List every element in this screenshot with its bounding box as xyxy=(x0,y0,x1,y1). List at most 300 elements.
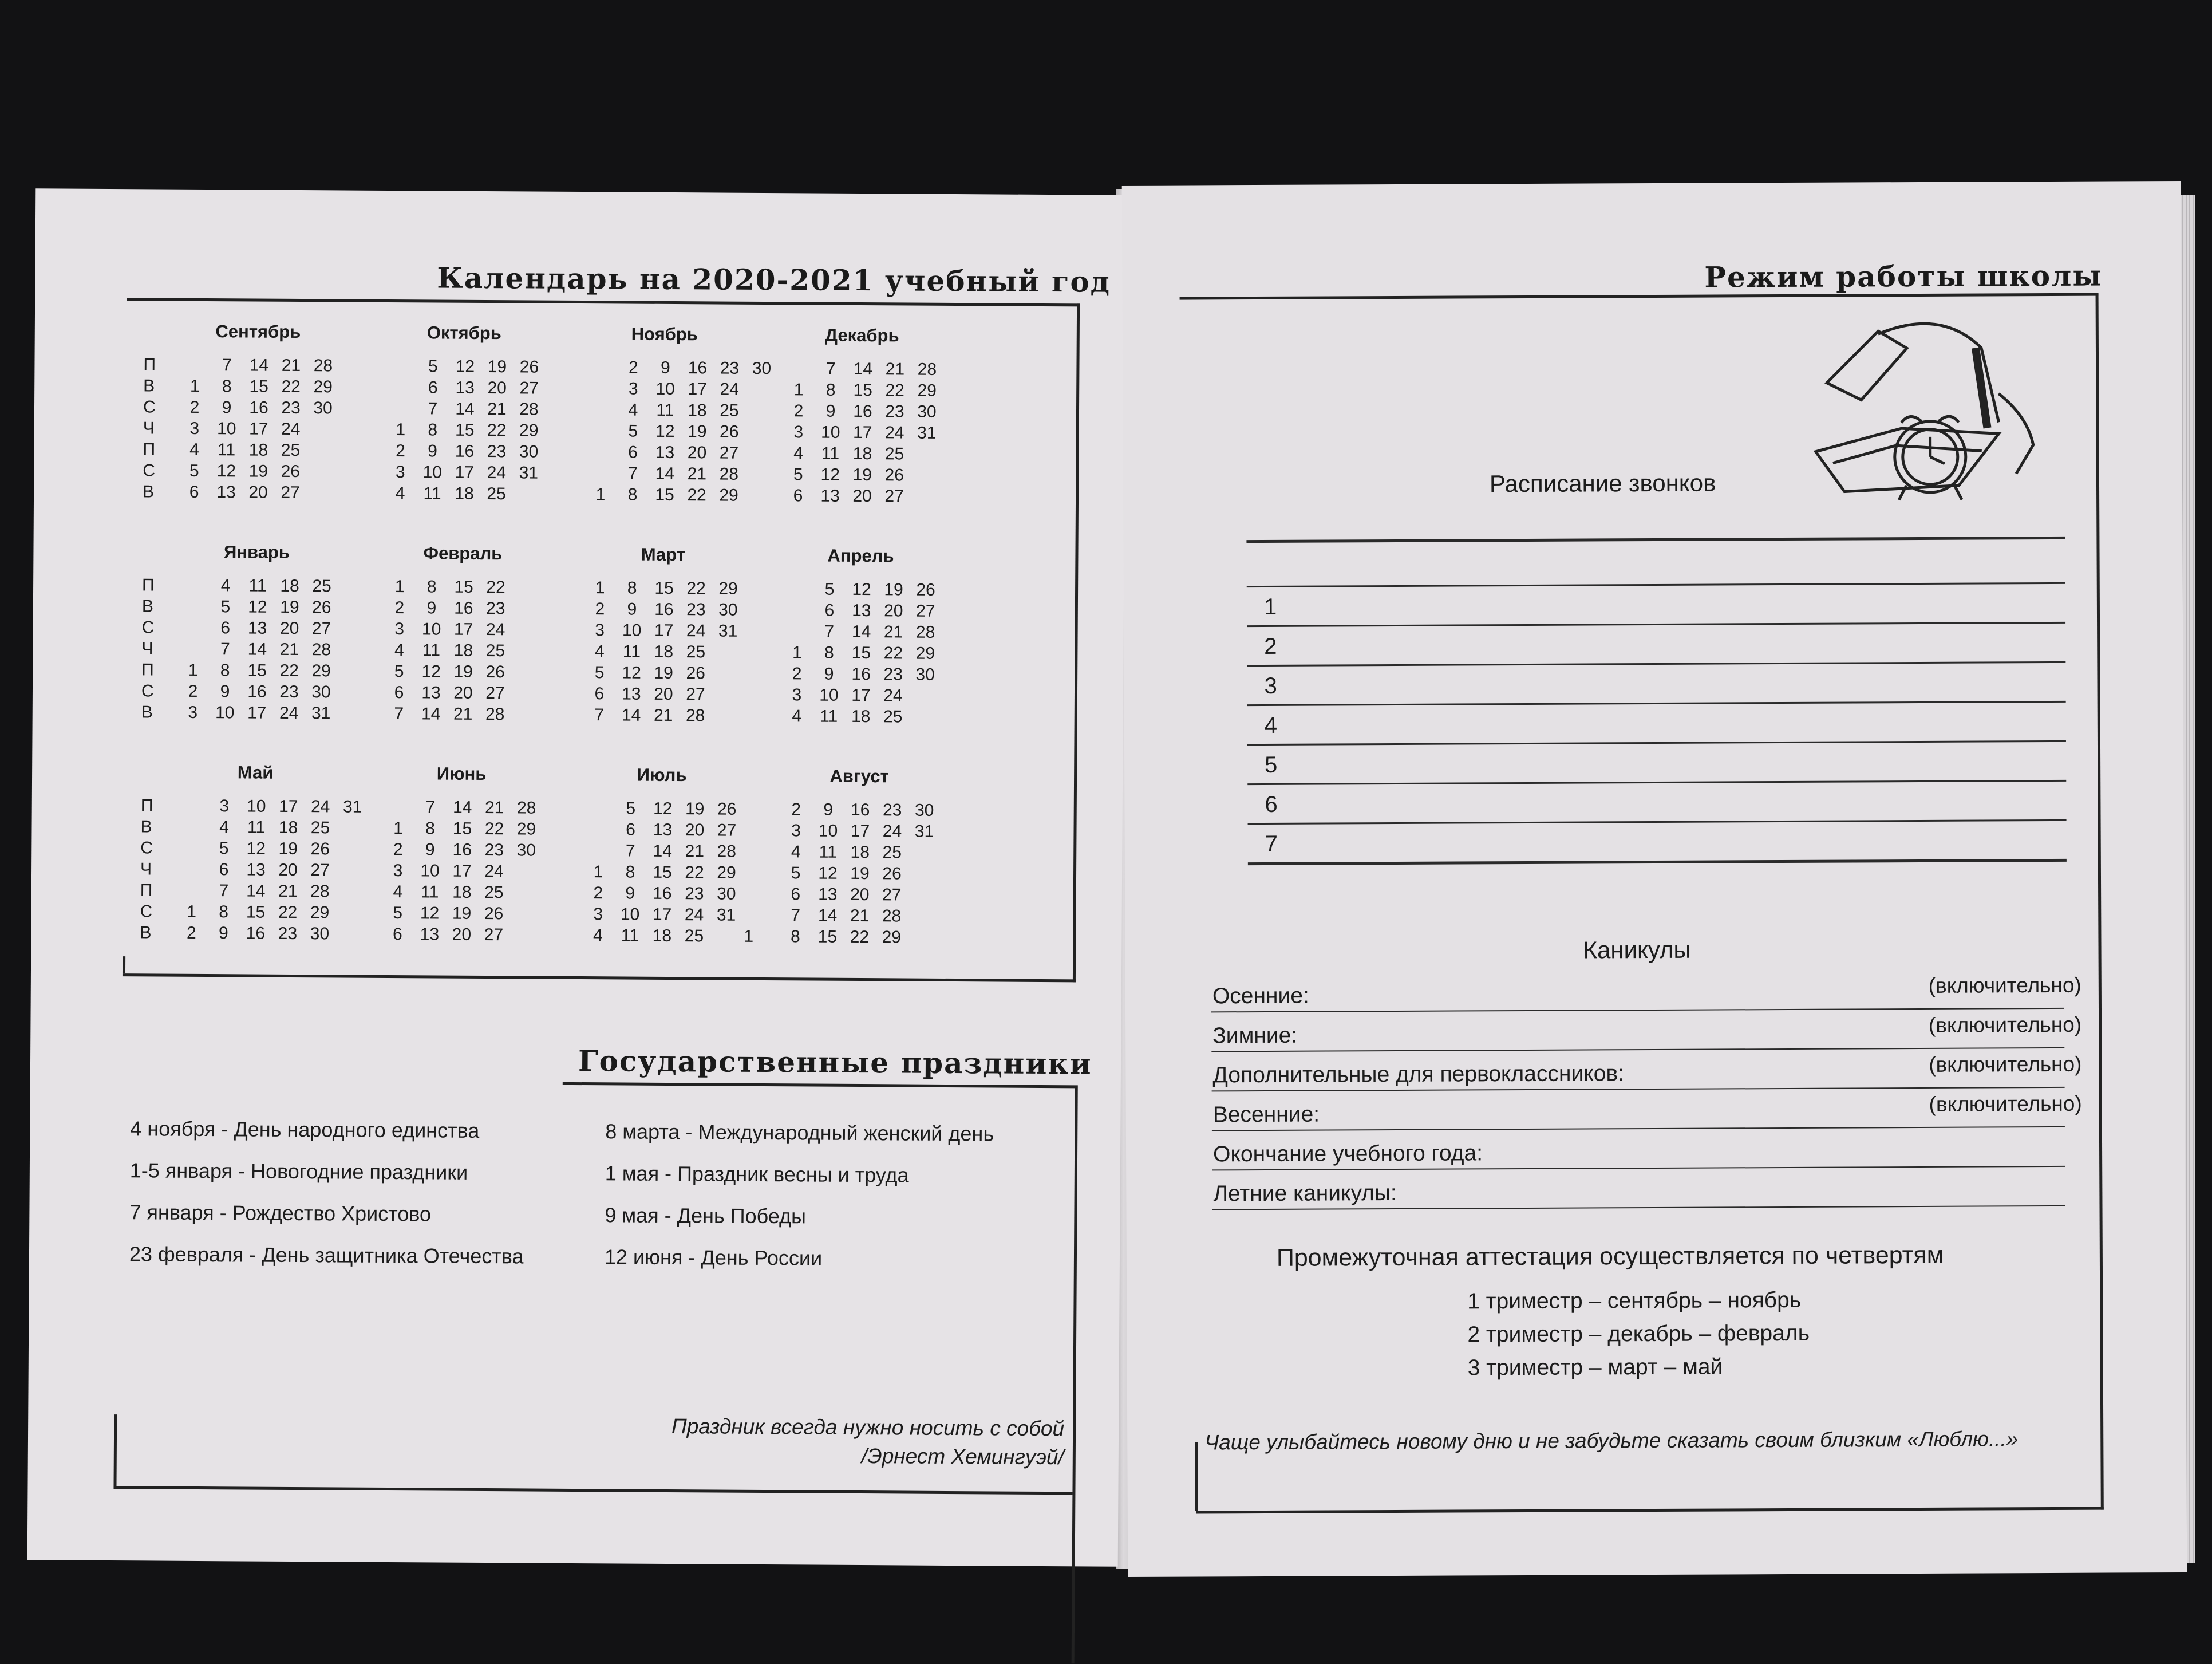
day-cell: 18 xyxy=(647,642,680,661)
day-cell: 22 xyxy=(480,577,512,597)
day-cell: 29 xyxy=(304,903,336,922)
week-row xyxy=(746,621,992,644)
week-row xyxy=(747,379,993,402)
day-cell: 27 xyxy=(680,685,712,704)
day-cell: 14 xyxy=(447,798,479,817)
day-cell: 22 xyxy=(481,420,513,440)
day-cell: 2 xyxy=(179,397,211,417)
day-cell: 23 xyxy=(480,598,512,618)
day-cell: 29 xyxy=(307,377,339,397)
day-cell: 21 xyxy=(481,399,513,419)
weekday-label: В xyxy=(141,703,177,722)
day-cell: 27 xyxy=(513,378,545,398)
day-cell: 6 xyxy=(583,684,615,704)
week-row xyxy=(745,663,992,686)
day-cell: 6 xyxy=(208,860,240,880)
quote-author: /Эрнест Хемингуэй/ xyxy=(672,1441,1064,1472)
day-cell: 14 xyxy=(646,841,678,861)
weekday-label: Ч xyxy=(141,639,177,658)
day-cell: 4 xyxy=(210,576,242,596)
day-cell: 6 xyxy=(381,924,413,944)
day-cell: 23 xyxy=(876,801,908,820)
day-cell: 13 xyxy=(812,885,844,904)
day-cell: 27 xyxy=(304,861,336,880)
day-cell: 18 xyxy=(681,401,713,420)
day-cell: 12 xyxy=(649,421,681,441)
weekday-label: П xyxy=(140,881,176,900)
month-name: Март xyxy=(531,544,795,566)
day-cell: 14 xyxy=(847,359,879,378)
day-cell: 1 xyxy=(582,862,614,882)
day-cell: 12 xyxy=(210,462,242,481)
day-cell: 24 xyxy=(273,703,305,723)
day-cell: 31 xyxy=(337,797,369,817)
day-cell: 30 xyxy=(303,924,335,944)
bell-row-number: 2 xyxy=(1264,634,1277,660)
day-cell: 30 xyxy=(911,402,943,421)
bells-table xyxy=(1122,181,2181,186)
day-cell: 1 xyxy=(781,643,813,663)
day-cell: 15 xyxy=(448,577,480,597)
day-cell: 22 xyxy=(843,927,875,947)
day-cell: 8 xyxy=(616,578,648,598)
day-cell: 9 xyxy=(416,441,448,461)
day-cell: 13 xyxy=(415,683,447,703)
day-cell: 22 xyxy=(275,377,307,396)
day-cell: 15 xyxy=(648,578,680,598)
day-cell: 10 xyxy=(240,796,272,816)
day-cell: 25 xyxy=(304,818,336,838)
day-cell: 21 xyxy=(447,704,479,724)
vacation-label: Весенние: xyxy=(1213,1102,1320,1128)
day-cell: 2 xyxy=(177,681,209,701)
trimester-item: 1 триместр – сентябрь – ноябрь xyxy=(1467,1288,1801,1315)
day-cell: 26 xyxy=(274,462,306,481)
day-cell: 5 xyxy=(178,461,210,480)
day-cell: 15 xyxy=(847,380,879,400)
vacation-inclusive-note: (включительно) xyxy=(1929,1013,2081,1038)
day-cell: 2 xyxy=(382,839,414,859)
day-cell: 4 xyxy=(383,640,415,660)
day-cell: 26 xyxy=(878,466,910,485)
vacation-label: Зимние: xyxy=(1212,1023,1297,1049)
weekday-label: 1 xyxy=(744,926,779,946)
day-cell: 26 xyxy=(478,904,510,923)
day-cell: 20 xyxy=(481,378,513,397)
month-name: Декабрь xyxy=(730,325,994,347)
day-cell: 20 xyxy=(447,683,479,703)
day-cell: 4 xyxy=(583,642,615,661)
day-cell: 6 xyxy=(417,378,449,397)
day-cell: 7 xyxy=(208,881,240,901)
school-mode-frame-corner xyxy=(1195,1442,1198,1511)
day-cell: 7 xyxy=(211,356,243,375)
day-cell: 31 xyxy=(712,621,744,641)
calendar-grid xyxy=(35,188,1126,195)
day-cell: 3 xyxy=(384,619,416,638)
day-cell: 11 xyxy=(814,444,846,463)
day-cell: 11 xyxy=(649,400,681,420)
week-row xyxy=(746,485,993,508)
day-cell: 22 xyxy=(681,486,713,505)
day-cell: 20 xyxy=(844,885,876,904)
day-cell: 11 xyxy=(210,440,242,460)
week-row xyxy=(747,400,993,423)
day-cell: 22 xyxy=(478,819,510,838)
day-cell: 9 xyxy=(815,401,847,421)
day-cell: 25 xyxy=(678,926,710,946)
trimesters-list xyxy=(1122,181,2181,186)
day-cell: 17 xyxy=(272,796,305,816)
day-cell: 21 xyxy=(275,356,307,375)
day-cell: 4 xyxy=(781,707,813,726)
school-mode-title: Режим работы школы xyxy=(1697,259,2109,294)
bell-row-number: 5 xyxy=(1265,752,1277,778)
day-cell: 4 xyxy=(178,440,210,459)
day-cell: 27 xyxy=(713,443,745,463)
day-cell: 6 xyxy=(178,482,210,502)
attestation-title: Промежуточная аттестация осуществляется по четвертям xyxy=(1277,1241,1944,1272)
week-row xyxy=(744,926,990,949)
week-row xyxy=(746,464,993,487)
week-row xyxy=(746,443,993,466)
day-cell: 22 xyxy=(680,579,712,598)
day-cell: 17 xyxy=(241,703,273,723)
day-cell: 17 xyxy=(847,423,879,442)
holiday-item: 7 января - Рождество Христово xyxy=(129,1200,431,1226)
day-cell: 8 xyxy=(813,643,845,663)
holiday-item: 9 мая - День Победы xyxy=(605,1203,806,1228)
day-cell: 30 xyxy=(305,683,337,702)
day-cell: 21 xyxy=(878,622,910,642)
day-cell: 11 xyxy=(414,882,446,902)
weekday-label: С xyxy=(143,397,179,417)
day-cell: 1 xyxy=(584,578,616,598)
day-cell: 13 xyxy=(615,684,647,704)
day-cell: 12 xyxy=(615,663,647,683)
day-cell: 5 xyxy=(782,465,814,484)
day-cell: 13 xyxy=(413,925,445,944)
day-cell: 12 xyxy=(449,357,481,376)
day-cell: 25 xyxy=(680,642,712,662)
day-cell: 28 xyxy=(680,706,712,725)
day-cell: 19 xyxy=(844,863,876,883)
month-name: Июль xyxy=(530,764,793,786)
bell-row-number: 7 xyxy=(1265,831,1278,857)
day-cell: 19 xyxy=(447,662,479,681)
day-cell: 4 xyxy=(582,926,614,945)
day-cell: 14 xyxy=(811,906,843,925)
day-cell: 24 xyxy=(879,423,911,443)
weekday-label: П xyxy=(142,575,177,595)
day-cell: 5 xyxy=(615,799,647,818)
day-cell: 29 xyxy=(875,928,907,947)
day-cell: 5 xyxy=(583,663,615,683)
day-cell: 25 xyxy=(713,401,745,420)
day-cell: 11 xyxy=(240,818,272,837)
weekday-label: П xyxy=(143,440,178,459)
day-cell: 30 xyxy=(909,665,941,684)
hemingway-quote xyxy=(672,1412,1065,1472)
day-cell: 19 xyxy=(242,462,274,481)
day-cell: 9 xyxy=(614,884,646,903)
day-cell: 20 xyxy=(272,860,304,880)
day-cell: 8 xyxy=(617,485,649,504)
day-cell: 9 xyxy=(414,840,446,859)
week-row xyxy=(744,841,990,864)
vacation-inclusive-note: (включительно) xyxy=(1929,1092,2081,1117)
day-cell: 17 xyxy=(446,861,478,881)
day-cell: 1 xyxy=(783,380,815,400)
day-cell: 19 xyxy=(846,465,878,484)
day-cell: 16 xyxy=(448,441,480,461)
day-cell: 4 xyxy=(382,882,414,901)
day-cell: 8 xyxy=(211,377,243,396)
day-cell: 13 xyxy=(240,860,272,880)
day-cell: 16 xyxy=(241,682,273,701)
month-name: Май xyxy=(124,762,387,784)
day-cell: 15 xyxy=(446,819,478,838)
day-cell: 8 xyxy=(209,661,241,680)
day-cell: 7 xyxy=(583,705,615,725)
day-cell: 19 xyxy=(274,597,306,617)
day-cell: 2 xyxy=(780,800,812,819)
day-cell: 16 xyxy=(648,600,680,619)
day-cell: 5 xyxy=(617,421,649,441)
month-name: Июнь xyxy=(330,763,593,785)
day-cell: 19 xyxy=(446,904,478,923)
day-cell: 8 xyxy=(417,420,449,440)
day-cell: 15 xyxy=(649,485,681,504)
day-cell: 6 xyxy=(782,486,814,506)
day-cell: 28 xyxy=(307,356,339,376)
day-cell: 24 xyxy=(480,620,512,639)
day-cell: 28 xyxy=(511,798,543,818)
day-cell: 2 xyxy=(584,600,616,619)
weekday-label: В xyxy=(142,597,177,616)
day-cell: 13 xyxy=(649,443,681,462)
day-cell: 6 xyxy=(614,820,646,839)
day-cell: 11 xyxy=(615,642,647,661)
day-cell: 24 xyxy=(305,797,337,817)
day-cell: 14 xyxy=(615,705,647,725)
day-cell: 21 xyxy=(678,842,710,861)
day-cell: 28 xyxy=(910,622,942,642)
month-name: Сентябрь xyxy=(127,321,390,343)
month-name: Август xyxy=(728,766,991,788)
day-cell: 25 xyxy=(479,641,511,660)
day-cell: 24 xyxy=(478,861,510,881)
day-cell: 11 xyxy=(813,707,845,726)
day-cell: 20 xyxy=(445,925,477,944)
weekday-label: С xyxy=(142,618,177,637)
vacation-inclusive-note: (включительно) xyxy=(1929,1052,2081,1077)
day-cell: 22 xyxy=(678,863,710,882)
day-cell: 6 xyxy=(383,683,415,702)
day-cell: 16 xyxy=(847,401,879,421)
day-cell: 29 xyxy=(510,819,542,839)
day-cell: 9 xyxy=(207,924,239,943)
week-row xyxy=(747,358,993,381)
day-cell: 11 xyxy=(416,484,448,503)
day-cell: 3 xyxy=(617,379,649,399)
day-cell: 17 xyxy=(845,685,877,705)
day-cell: 29 xyxy=(911,381,943,400)
month-block xyxy=(744,766,991,949)
day-cell: 7 xyxy=(617,464,649,483)
day-cell: 24 xyxy=(713,380,745,399)
vacations-list xyxy=(1122,181,2181,186)
day-cell: 19 xyxy=(481,357,513,376)
day-cell: 1 xyxy=(384,577,416,596)
vacation-label: Окончание учебного года: xyxy=(1213,1141,1483,1167)
day-cell: 23 xyxy=(680,600,712,620)
day-cell: 15 xyxy=(845,643,877,663)
weekday-label: С xyxy=(143,461,178,480)
day-cell: 20 xyxy=(846,486,878,506)
day-cell: 17 xyxy=(681,380,713,399)
left-page xyxy=(27,188,1127,1567)
day-cell: 18 xyxy=(845,707,877,726)
holiday-item: 23 февраля - День защитника Отечества xyxy=(129,1242,524,1268)
day-cell: 12 xyxy=(414,904,446,923)
quote-text: Праздник всегда нужно носить с собой xyxy=(672,1412,1064,1443)
day-cell: 26 xyxy=(479,662,511,681)
day-cell: 13 xyxy=(449,378,481,397)
day-cell: 2 xyxy=(781,664,813,684)
day-cell: 6 xyxy=(210,618,242,638)
day-cell: 28 xyxy=(304,882,336,901)
day-cell: 30 xyxy=(510,841,542,860)
day-cell: 23 xyxy=(271,924,303,943)
day-cell: 7 xyxy=(779,906,811,925)
month-name: Апрель xyxy=(729,545,992,567)
day-cell: 14 xyxy=(449,399,481,419)
day-cell: 10 xyxy=(416,463,448,482)
day-cell: 29 xyxy=(305,661,337,681)
day-cell: 4 xyxy=(384,483,416,503)
day-cell: 1 xyxy=(177,660,209,680)
day-cell: 16 xyxy=(446,840,478,859)
day-cell: 19 xyxy=(878,580,910,600)
day-cell: 23 xyxy=(480,441,512,461)
day-cell: 9 xyxy=(211,398,243,417)
day-cell: 9 xyxy=(209,682,241,701)
month-block xyxy=(746,325,994,508)
day-cell: 28 xyxy=(911,360,943,379)
day-cell: 31 xyxy=(512,463,544,483)
holidays-frame-corner xyxy=(113,1414,117,1486)
day-cell: 13 xyxy=(210,483,242,502)
day-cell: 7 xyxy=(813,622,846,641)
day-cell: 12 xyxy=(812,863,844,883)
weekday-label: В xyxy=(143,376,179,396)
day-cell: 23 xyxy=(275,398,307,417)
day-cell: 17 xyxy=(648,621,680,640)
day-cell: 25 xyxy=(878,444,910,464)
day-cell: 26 xyxy=(711,799,743,819)
day-cell: 7 xyxy=(383,704,415,723)
week-row xyxy=(746,578,992,601)
trimester-item: 2 триместр – декабрь – февраль xyxy=(1467,1321,1810,1348)
day-cell: 3 xyxy=(582,905,614,924)
calendar-frame-corner xyxy=(123,956,125,973)
day-cell: 23 xyxy=(877,665,909,684)
day-cell: 21 xyxy=(273,640,305,659)
week-row xyxy=(744,820,990,843)
day-cell: 23 xyxy=(879,402,911,421)
footer-quote: Чаще улыбайтесь новому дню и не забудьте сказать своим близким «Люблю...» xyxy=(1204,1427,2018,1454)
week-row xyxy=(746,600,992,622)
day-cell: 22 xyxy=(272,902,304,922)
day-cell: 12 xyxy=(240,839,272,858)
day-cell: 15 xyxy=(449,420,481,440)
day-cell: 24 xyxy=(480,463,512,482)
day-cell: 11 xyxy=(614,926,646,945)
day-cell: 7 xyxy=(209,640,241,659)
day-cell: 3 xyxy=(780,821,812,841)
weekday-label: В xyxy=(140,817,176,837)
day-cell: 8 xyxy=(416,577,448,597)
day-cell: 12 xyxy=(814,465,846,484)
day-cell: 31 xyxy=(911,423,943,443)
day-cell: 1 xyxy=(584,485,617,504)
day-cell: 10 xyxy=(616,621,648,640)
day-cell: 28 xyxy=(713,464,745,484)
day-cell: 27 xyxy=(876,885,908,905)
day-cell: 31 xyxy=(908,822,940,841)
weekday-label: Ч xyxy=(143,419,179,438)
day-cell: 10 xyxy=(614,905,646,924)
holiday-item: 4 ноября - День народного единства xyxy=(130,1117,479,1143)
day-cell: 15 xyxy=(243,377,275,396)
day-cell: 25 xyxy=(306,577,338,596)
day-cell: 21 xyxy=(843,906,875,925)
day-cell: 30 xyxy=(512,442,544,462)
week-row xyxy=(744,884,990,906)
day-cell: 1 xyxy=(385,420,417,439)
day-cell: 2 xyxy=(783,401,815,421)
day-cell: 10 xyxy=(813,685,845,705)
day-cell: 5 xyxy=(382,903,414,922)
month-name: Ноябрь xyxy=(533,324,796,346)
day-cell: 4 xyxy=(208,818,240,837)
weekday-label: В xyxy=(143,482,178,502)
holiday-item: 8 марта - Международный женский день xyxy=(605,1119,994,1146)
day-cell: 18 xyxy=(448,484,480,503)
weekday-label: П xyxy=(141,660,177,680)
day-cell: 19 xyxy=(647,663,680,683)
day-cell: 2 xyxy=(384,441,416,460)
day-cell: 15 xyxy=(240,902,272,922)
day-cell: 26 xyxy=(876,864,908,884)
day-cell: 27 xyxy=(910,601,942,621)
day-cell: 8 xyxy=(614,862,646,882)
day-cell: 18 xyxy=(846,444,878,463)
day-cell: 17 xyxy=(243,419,275,439)
weekday-label: С xyxy=(140,838,176,858)
day-cell: 30 xyxy=(745,358,777,378)
day-cell: 23 xyxy=(478,840,510,859)
day-cell: 13 xyxy=(846,601,878,620)
day-cell: 2 xyxy=(582,884,614,903)
day-cell: 9 xyxy=(616,600,648,619)
day-cell: 1 xyxy=(179,376,211,396)
day-cell: 16 xyxy=(845,664,877,684)
day-cell: 2 xyxy=(384,598,416,617)
day-cell: 25 xyxy=(274,440,306,460)
day-cell: 18 xyxy=(446,882,478,902)
